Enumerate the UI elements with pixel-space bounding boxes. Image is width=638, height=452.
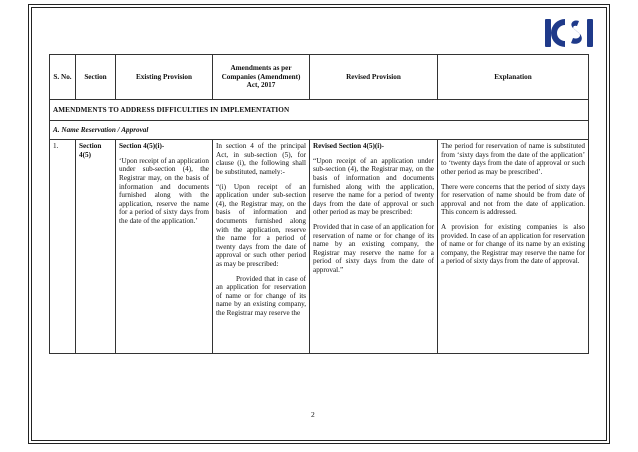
cell-existing <box>116 140 213 354</box>
icsi-logo-icon <box>541 13 597 53</box>
header-existing: Existing Provision <box>116 55 213 100</box>
cell-revised <box>310 140 438 354</box>
header-amendments: Amendments as per Companies (Amendment) Act, 2017 <box>213 55 310 100</box>
expl-para-1: The period for reservation of name is substituted from ‘sixty days from the date of the application’ to ‘twenty days from the date of approval or such other period as may be prescribed’. <box>441 142 585 176</box>
header-explanation: Explanation <box>438 55 589 100</box>
table-row <box>50 140 589 354</box>
amend-para-3: Provided that in case of an application for reservation of name or for change of its name by an existing company, the Registrar may reserve the <box>216 274 306 317</box>
amendments-table <box>49 54 589 354</box>
amend-para-2: “(i) Upon receipt of an application under sub-section (4), the Registrar may, on the basis of information and documents furnished along with the application, reserve the name for a period of twenty days from the date of approval or such other period as may be prescribed: <box>216 182 306 268</box>
amend-para-1: In section 4 of the principal Act, in sub-section (5), for clause (i), the following shall be substituted, namely:- <box>216 142 306 176</box>
header-section: Section <box>76 55 116 100</box>
existing-heading: Section 4(5)(i)- <box>119 142 165 151</box>
subband-row <box>50 120 589 140</box>
header-revised: Revised Provision <box>310 55 438 100</box>
revised-para-1: “Upon receipt of an application under sub-section (4), the Registrar may, on the basis of information and documents furnished along with the application, reserve the name for a period of twenty days from the date of approval or such other period as may be prescribed: <box>313 156 434 217</box>
amendments-content <box>216 142 306 351</box>
table-header-row <box>50 55 589 100</box>
header-sno: S. No. <box>50 55 76 100</box>
subband-title: A. Name Reservation / Approval <box>50 120 589 140</box>
band-row <box>50 100 589 121</box>
revised-para-2: Provided that in case of an application for reservation of name or for change of its name by an existing company, the Registrar may reserve the name for a period of sixty days from the date of approval.” <box>313 222 434 274</box>
band-title: AMENDMENTS TO ADDRESS DIFFICULTIES IN IMPLEMENTATION <box>50 100 589 121</box>
revised-heading: Revised Section 4(5)(i)- <box>313 142 385 151</box>
cell-explanation <box>438 140 589 354</box>
cell-section: Section 4(5) <box>76 140 116 354</box>
expl-para-2: There were concerns that the period of sixty days for reservation of name should be from date of approval and not from the date of application. This concern is addressed. <box>441 182 585 217</box>
page-number: 2 <box>311 410 315 419</box>
cell-sno: 1. <box>50 140 76 354</box>
expl-para-3: A provision for existing companies is also provided. In case of an application for reservation of name or for change of its name by an existing company, the Registrar may reserve the name for a period of sixty days from the date of approval. <box>441 222 585 266</box>
cell-amendments <box>213 140 310 354</box>
existing-text: ‘Upon receipt of an application under sub-section (4), the Registrar may, on the basis of information and documents furnished along with the application, reserve the name for a period of sixty days from the date of the application.’ <box>119 156 209 225</box>
